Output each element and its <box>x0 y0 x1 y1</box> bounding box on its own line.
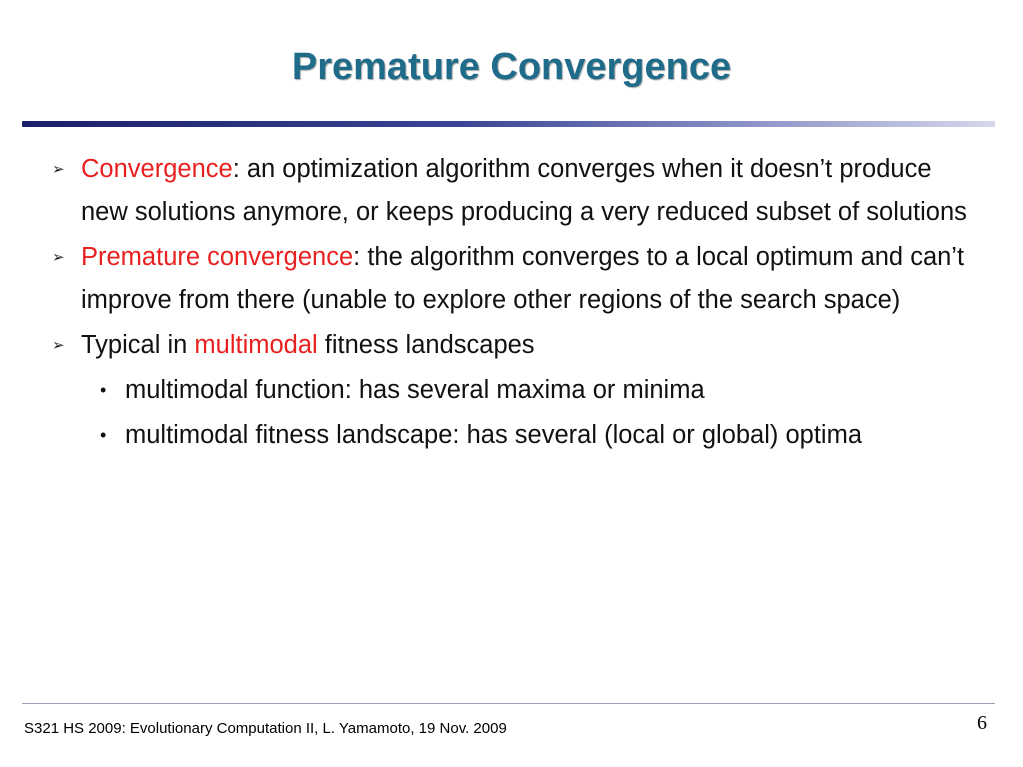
slide-title: Premature Convergence <box>291 46 732 88</box>
bullet-text-prefix: Typical in <box>81 331 195 359</box>
bullet-item-multimodal <box>48 324 978 367</box>
sub-bullet-text: multimodal function: has several maxima or minima <box>125 376 705 404</box>
dot-bullet-icon: • <box>100 425 107 445</box>
dot-bullet-icon: • <box>100 380 107 400</box>
bullet-item-convergence <box>48 148 978 234</box>
slide-body <box>48 148 978 459</box>
bullet-text: : the algorithm converges to a local optimum and can’t improve from there (unable to explore other regions of the search space) <box>81 243 965 314</box>
bullet-text: : an optimization algorithm converges when it doesn’t produce new solutions anymore, or keeps producing a very reduced subset of solutions <box>81 155 967 226</box>
bullet-text: fitness landscapes <box>317 331 535 359</box>
sub-bullet-text: multimodal fitness landscape: has several (local or global) optima <box>125 421 863 449</box>
page-number: 6 <box>977 712 987 734</box>
title-divider <box>22 121 995 127</box>
footer-divider <box>22 703 995 704</box>
sub-bullet-multimodal-function <box>48 369 978 412</box>
bullet-item-premature-convergence <box>48 236 978 322</box>
term-highlight: Convergence <box>81 155 233 183</box>
arrow-bullet-icon: ➢ <box>52 337 65 354</box>
term-highlight: Premature convergence <box>81 243 354 271</box>
sub-bullet-multimodal-landscape <box>48 414 978 457</box>
term-highlight: multimodal <box>194 331 318 359</box>
arrow-bullet-icon: ➢ <box>52 161 65 178</box>
footer-citation: S321 HS 2009: Evolutionary Computation II, L. Yamamoto, 19 Nov. 2009 <box>24 720 507 737</box>
arrow-bullet-icon: ➢ <box>52 249 65 266</box>
